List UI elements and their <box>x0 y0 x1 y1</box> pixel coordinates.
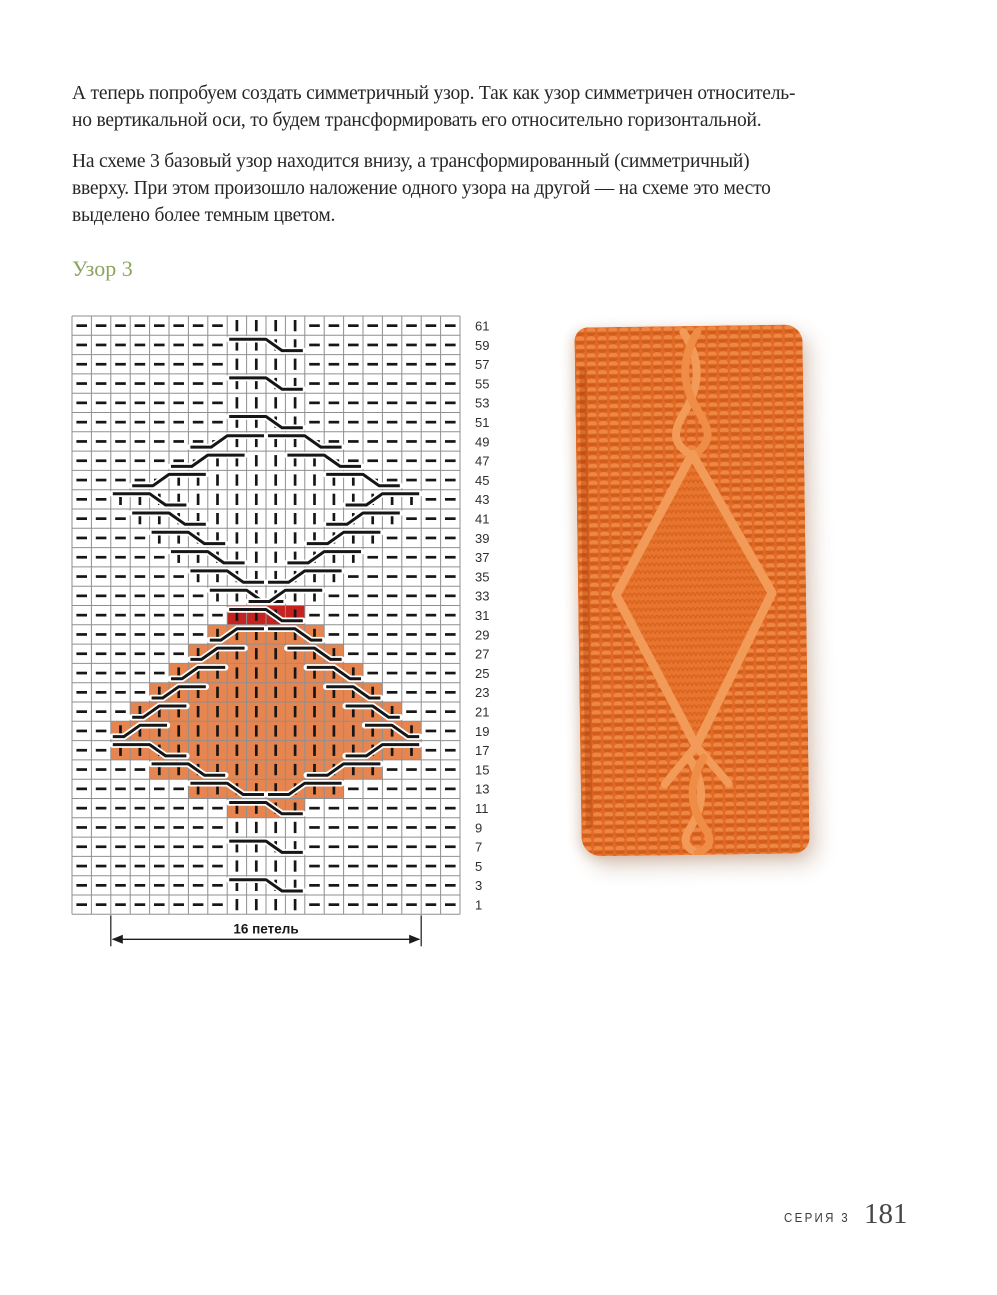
paragraph-line: выделено более темным цветом. <box>72 205 336 226</box>
row-number: 45 <box>475 472 490 488</box>
intro-paragraph-1 <box>72 80 795 134</box>
right-arrowhead <box>409 935 420 944</box>
row-number: 55 <box>475 376 490 392</box>
row-number: 59 <box>475 337 490 353</box>
footer-series-label: СЕРИЯ 3 <box>784 1211 850 1225</box>
grid-lines <box>72 316 460 914</box>
row-number: 37 <box>475 550 490 566</box>
row-numbers <box>475 319 489 913</box>
row-number: 17 <box>475 743 490 759</box>
paragraph-line: но вертикальной оси, то будем трансформировать его относительно горизонтальной. <box>72 110 762 131</box>
footer-page-number: 181 <box>864 1198 908 1230</box>
row-number: 21 <box>475 704 490 720</box>
row-number: 25 <box>475 665 490 681</box>
row-number: 57 <box>475 357 490 373</box>
row-number: 7 <box>475 839 483 855</box>
row-number: 49 <box>475 434 490 450</box>
paragraph-line: А теперь попробуем создать симметричный узор. Так как узор симметричен относитель- <box>72 83 796 104</box>
row-number: 31 <box>475 608 490 623</box>
chart-canvas <box>70 314 510 962</box>
pattern-title: Узор 3 <box>72 256 133 281</box>
stitch-count-label: 16 петель <box>233 921 299 937</box>
row-number: 41 <box>475 511 490 527</box>
row-number: 3 <box>475 878 483 894</box>
row-number: 27 <box>475 646 490 662</box>
paragraph-line: На схеме 3 базовый узор находится внизу, а трансформированный (симметричный) <box>72 151 750 172</box>
row-number: 15 <box>475 762 490 778</box>
row-number: 47 <box>475 453 490 469</box>
row-number: 35 <box>475 569 490 585</box>
row-number: 29 <box>475 627 490 643</box>
swatch-illustration <box>574 324 809 856</box>
row-number: 51 <box>475 415 490 430</box>
swatch-fabric <box>574 324 809 856</box>
row-number: 23 <box>475 685 490 701</box>
stitch-count-dimension <box>111 915 421 946</box>
row-number: 19 <box>475 723 490 739</box>
row-number: 43 <box>475 492 490 508</box>
intro-paragraph-2 <box>72 148 771 229</box>
row-number: 33 <box>475 588 490 604</box>
row-number: 1 <box>475 897 483 913</box>
row-number: 9 <box>475 820 483 836</box>
row-number: 53 <box>475 395 490 411</box>
row-number: 39 <box>475 530 490 546</box>
row-number: 61 <box>475 318 490 334</box>
knitting-chart <box>70 314 510 967</box>
knitted-swatch-photo <box>574 324 809 856</box>
left-arrowhead <box>112 935 123 944</box>
row-number: 13 <box>475 781 490 797</box>
row-number: 11 <box>475 801 489 816</box>
row-number: 5 <box>475 858 483 874</box>
paragraph-line: вверху. При этом произошло наложение одного узора на другой — на схеме это место <box>72 178 771 199</box>
